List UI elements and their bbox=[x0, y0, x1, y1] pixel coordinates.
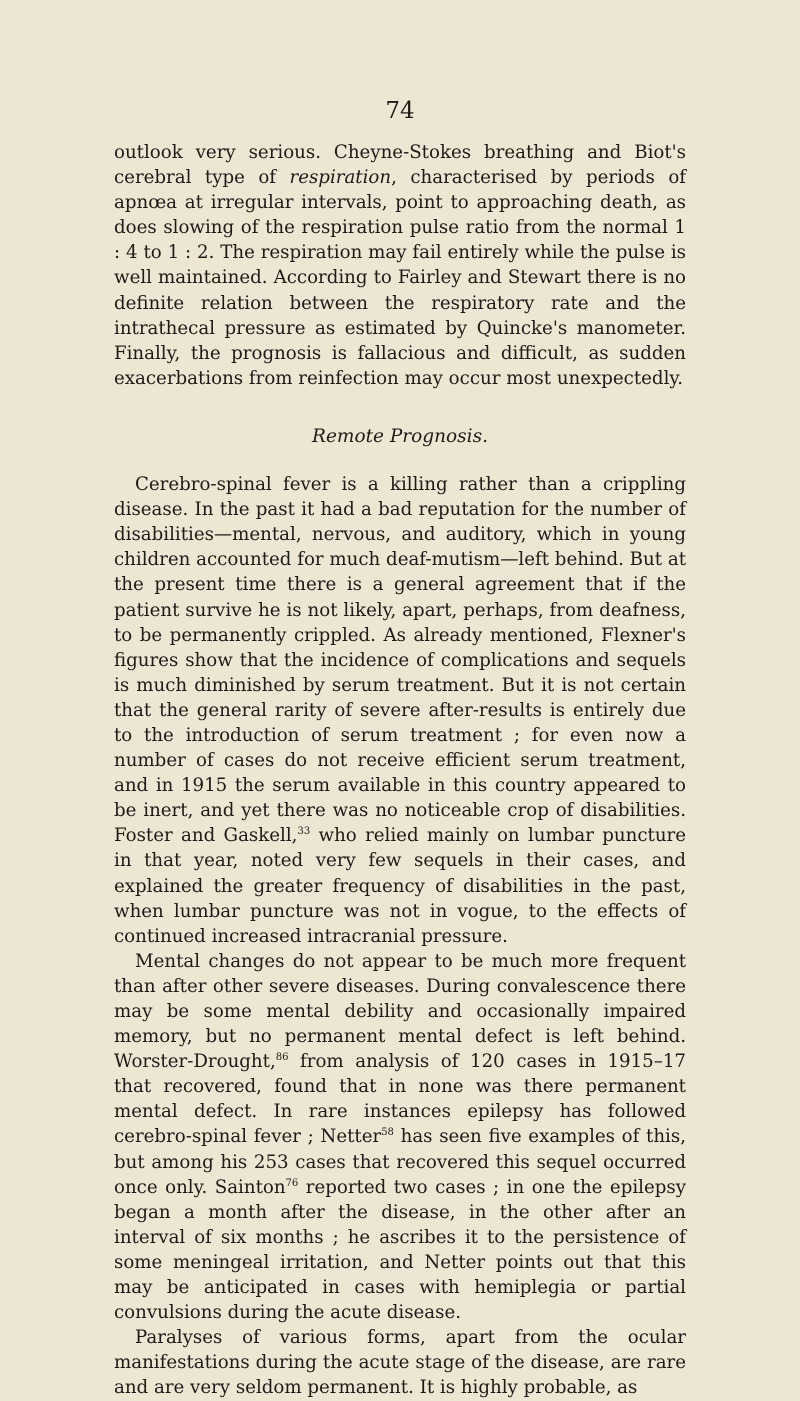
paragraph-2-text-b: who relied mainly on lumbar puncture in that year, noted very few sequels in their cases, and explained the greater frequency of disabilities in the past, when lumbar puncture was not in vogue, to the effects of continued increased intracranial pressure. bbox=[114, 825, 686, 947]
paragraph-1-italic: respiration bbox=[289, 167, 392, 189]
paragraph-3-text-a: Mental changes do not appear to be much more frequent than after other severe diseases. During convalescence there may be some mental debility and occasionally impaired memory, but no permanent mental defect is left behind. Worster-Drought, bbox=[114, 950, 686, 1073]
reference-58: 58 bbox=[381, 1127, 394, 1139]
paragraph-1 bbox=[114, 140, 686, 391]
paragraph-3-text-d: reported two cases ; in one the epilepsy began a month after the disease, in the other after an interval of six months ; he ascribes it to the persistence of some meningeal irritation, and Netter points out that this may be anticipated in cases with hemiplegia or partial convulsions during the acute disease. bbox=[114, 1176, 686, 1324]
reference-33: 33 bbox=[297, 826, 311, 838]
paragraph-2-text-a: Cerebro-spinal fever is a killing rather than a crippling disease. In the past it had a bad reputation for the number of disabilities—mental, nervous, and auditory, which in young children accounted for much deaf-mutism—left behind. But at the present time there is a general agreement that if the patient survive he is not likely, apart, perhaps, from deafness, to be permanently crippled. As already mentioned, Flexner's figures show that the incidence of complications and sequels is much diminished by serum treatment. But it is not certain that the general rarity of severe after-results is entirely due to the introduction of serum treatment ; for even now a number of cases do not receive efficient serum treatment, and in 1915 the serum available in this country appeared to be inert, and yet there was no noticeable crop of disabilities. Foster and Gaskell, bbox=[114, 474, 686, 847]
paragraph-1-text-a: outlook very serious. Cheyne-Stokes breathing and Biot's cerebral type of bbox=[114, 142, 686, 189]
section-heading: Remote Prognosis. bbox=[312, 425, 488, 447]
reference-86: 86 bbox=[275, 1052, 289, 1064]
paragraph-1-text-b: , characterised by periods of apnœa at irregular intervals, point to approaching death, as does slowing of the respiration pulse ratio from the normal 1 : 4 to 1 : 2. The respiration may fail entirely while the pulse is well maintained. According to Fairley and Stewart there is no definite relation between the respiratory rate and the intrathecal pressure as estimated by Quincke's manometer. Finally, the prognosis is fallacious and difficult, as sudden exacerbations from reinfection may occur most unexpectedly. bbox=[114, 167, 687, 389]
body-text bbox=[114, 140, 686, 1401]
paragraph-4: Paralyses of various forms, apart from the ocular manifestations during the acute stage of the disease, are rare and are very seldom permanent. It is highly probable, as bbox=[114, 1327, 686, 1399]
paragraph-3-text-c: has seen five examples of this, but among his 253 cases that recovered this sequel occurred once only. Sainton bbox=[114, 1126, 686, 1198]
paragraph-2 bbox=[114, 472, 686, 949]
reference-76: 76 bbox=[285, 1177, 299, 1189]
paragraph-3 bbox=[114, 949, 686, 1325]
paragraph-3-text-b: from analysis of 120 cases in 1915–17 that recovered, found that in none was there permanent mental defect. In rare instances epilepsy has followed cerebro-spinal fever ; Netter bbox=[114, 1051, 686, 1148]
page-number: 74 bbox=[385, 98, 415, 124]
